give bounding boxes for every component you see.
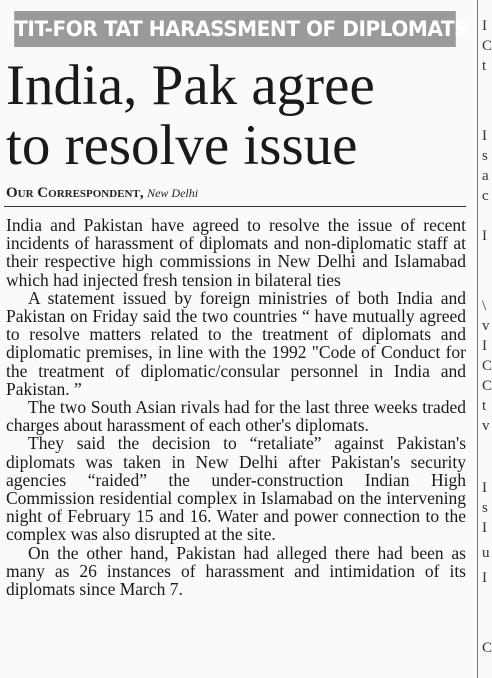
- fragment-char: I: [482, 338, 487, 354]
- headline: [6, 56, 476, 176]
- byline-author: Our Correspondent,: [6, 185, 144, 201]
- fragment-char: t: [482, 398, 487, 414]
- byline-rule: [4, 206, 466, 207]
- byline: [6, 185, 198, 202]
- adjacent-column-fragment: [482, 0, 490, 678]
- column-divider: [477, 0, 478, 678]
- fragment-char: C: [482, 640, 492, 656]
- fragment-char: s: [482, 148, 488, 164]
- fragment-char: c: [482, 188, 489, 204]
- fragment-char: t: [482, 58, 487, 74]
- fragment-char: a: [482, 168, 489, 184]
- kicker-banner: TIT-FOR TAT HARASSMENT OF DIPLOMATS: [14, 11, 456, 47]
- fragment-char: I: [482, 520, 487, 536]
- headline-line-1: India, Pak agree: [6, 54, 375, 117]
- article-paragraph-3: The two South Asian rivals had for the last three weeks traded charges about harassment of each other's diplomats.: [6, 397, 466, 436]
- fragment-char: C: [482, 358, 492, 374]
- fragment-char: I: [482, 128, 487, 144]
- fragment-char: v: [482, 318, 490, 334]
- article-paragraph-1: India and Pakistan have agreed to resolve the issue of recent incidents of harassment of diplomats and non-diplomatic staff at their respective high commissions in New Delhi and Islamabad which had injected fresh tension in bilateral ties: [6, 215, 466, 290]
- fragment-char: I: [482, 480, 487, 496]
- fragment-char: I: [482, 570, 487, 586]
- article-paragraph-4: They said the decision to “retaliate” against Pakistan's diplomats was taken in New Delhi after Pakistan's security agencies “raided” the under-construction Indian High Commission residential complex in Islamabad on the intervening night of February 15 and 16. Water and power connection to the complex was also disrupted at the site.: [6, 433, 466, 545]
- article-paragraph-2: A statement issued by foreign ministries of both India and Pakistan on Friday said the two countries “ have mutually agreed to resolve matters related to the treatment of diplomats and diplomatic premises, in line with the 1992 "Code of Conduct for the treatment of diplomatic/consular personnel in India and Pakistan. ”: [6, 287, 466, 399]
- fragment-char: u: [482, 545, 490, 561]
- fragment-char: \: [482, 298, 487, 314]
- fragment-char: I: [482, 228, 487, 244]
- fragment-char: C: [482, 378, 492, 394]
- fragment-char: C: [482, 38, 492, 54]
- fragment-char: v: [482, 418, 490, 434]
- fragment-char: s: [482, 500, 488, 516]
- article-paragraph-5: On the other hand, Pakistan had alleged there had been as many as 26 instances of harassment and intimidation of its diplomats since March 7.: [6, 542, 466, 600]
- byline-location: New Delhi: [147, 186, 199, 200]
- headline-line-2: to resolve issue: [6, 114, 358, 177]
- fragment-char: I: [482, 18, 487, 34]
- article-body: [6, 216, 466, 598]
